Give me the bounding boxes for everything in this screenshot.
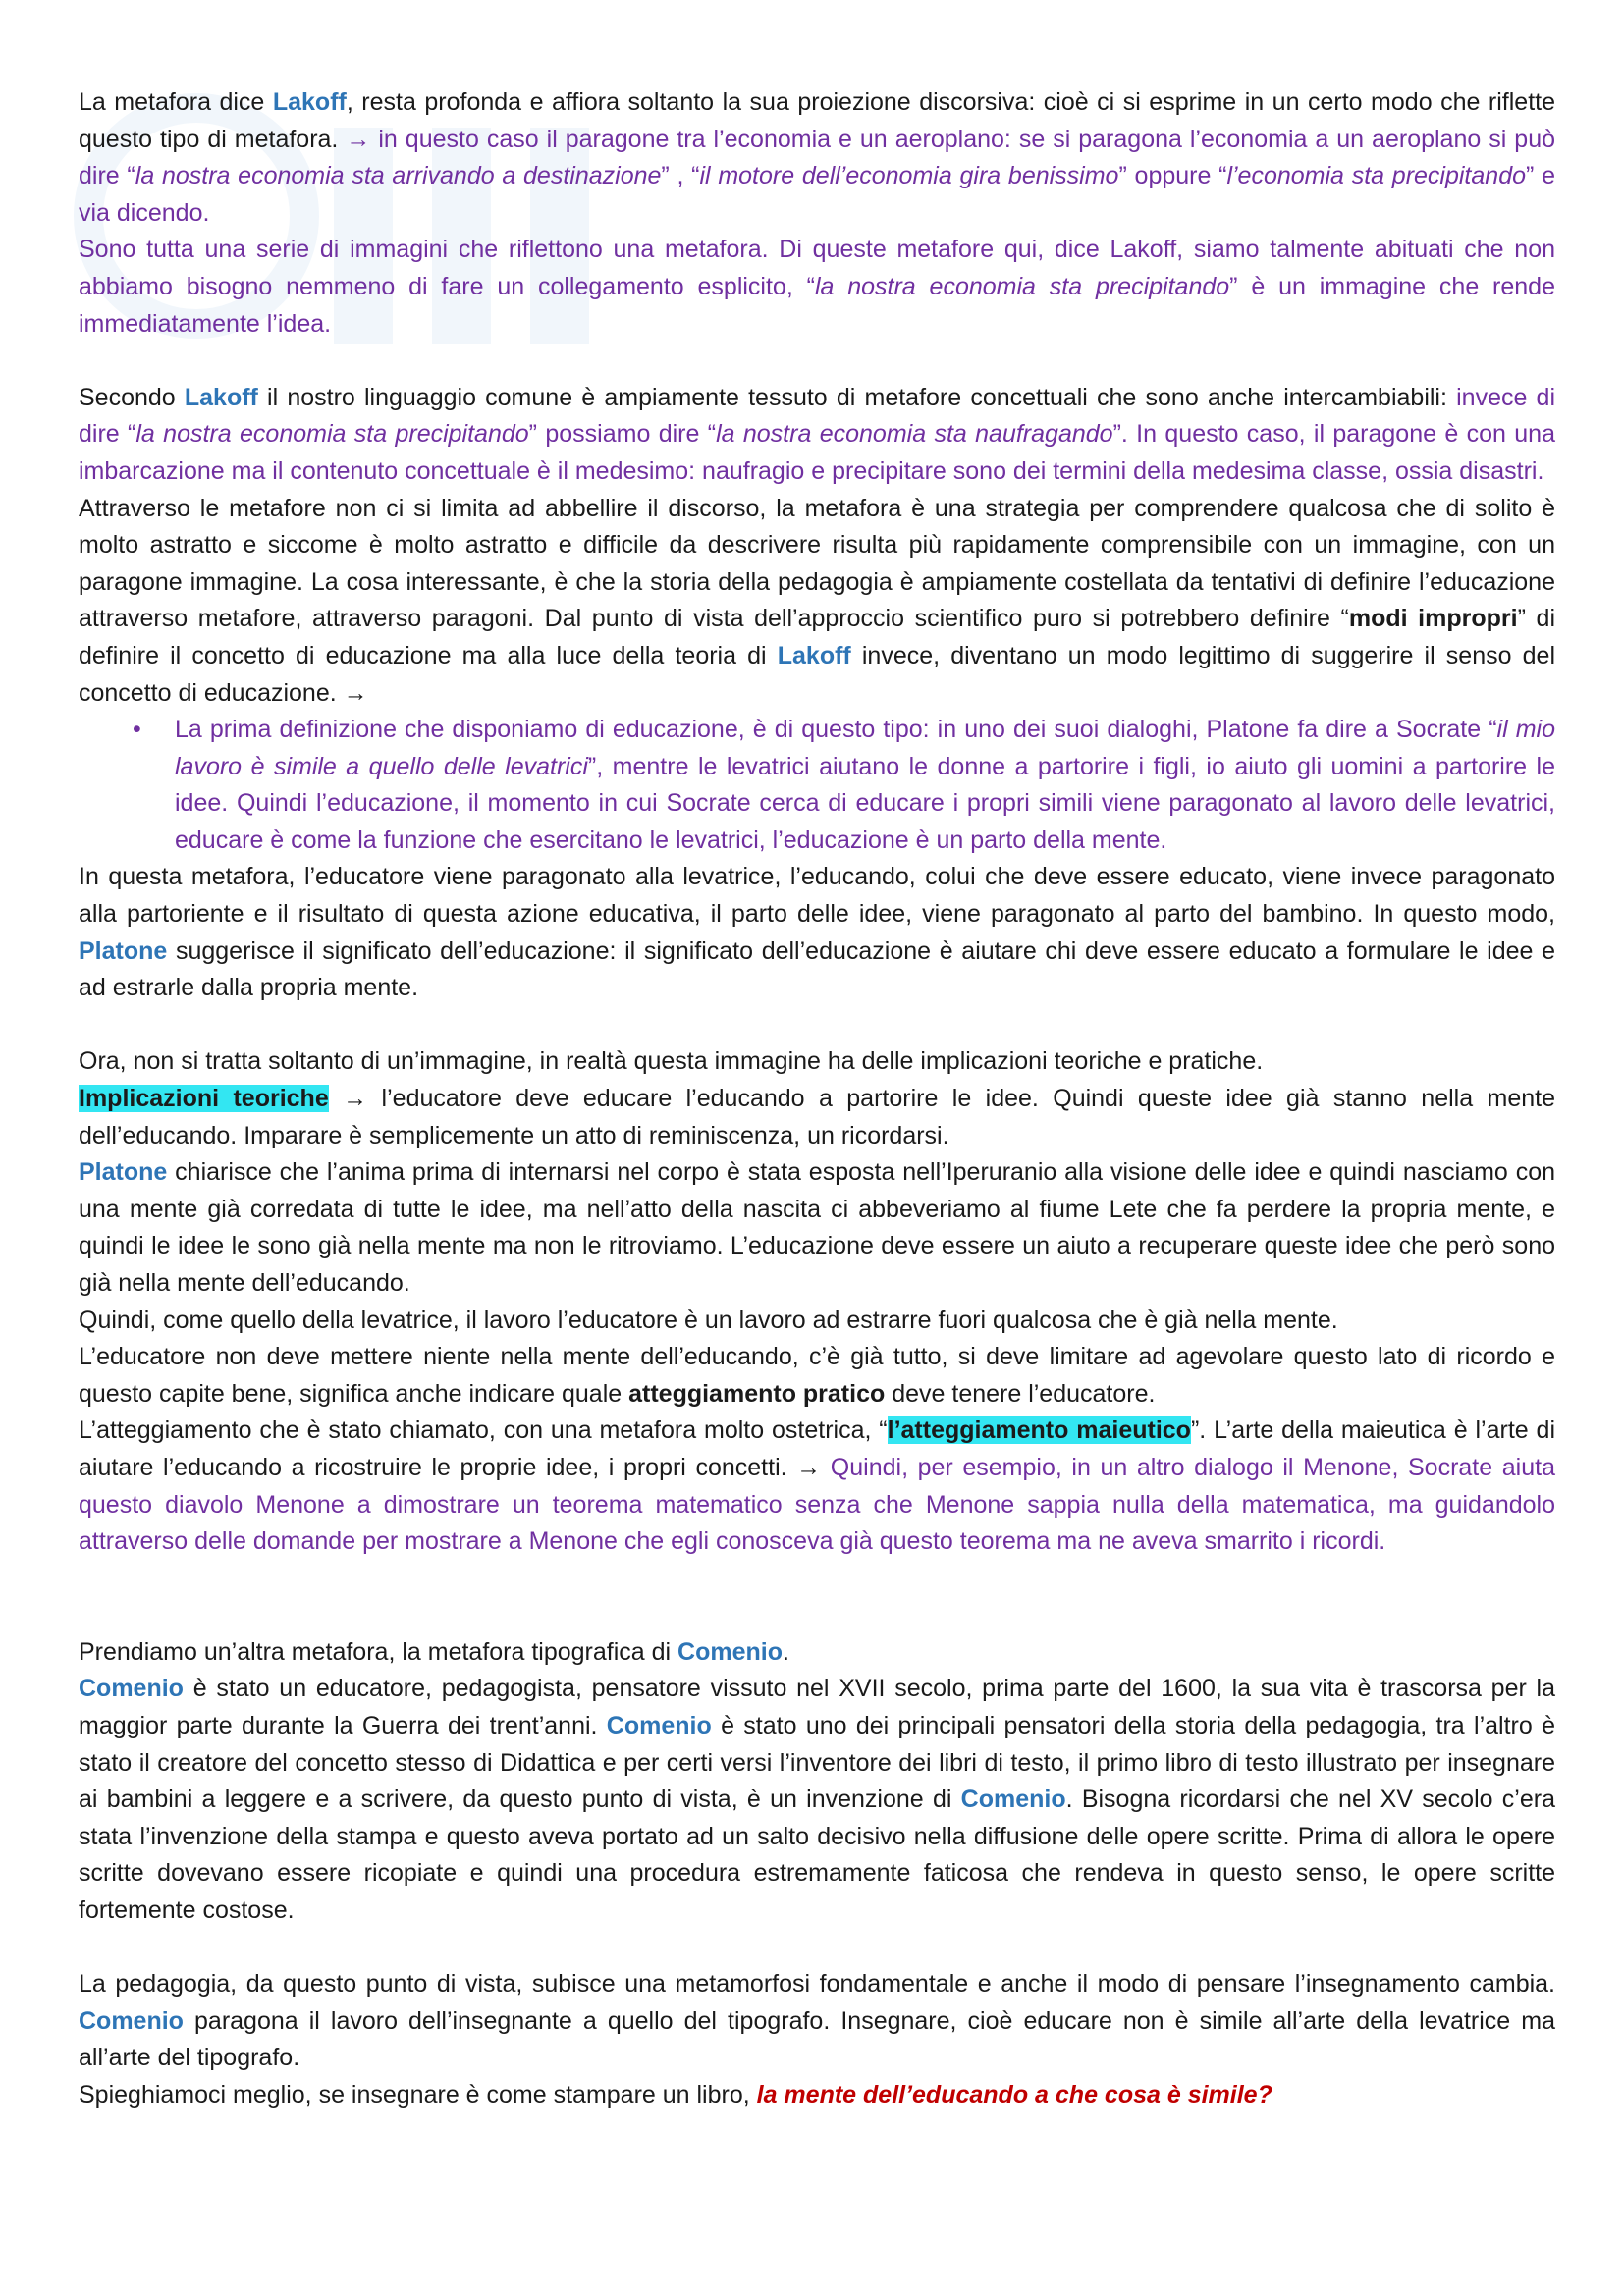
name-platone: Platone: [79, 1158, 168, 1187]
name-platone: Platone: [79, 936, 168, 965]
highlight-implicazioni-teoriche: Implicazioni teoriche: [79, 1085, 329, 1113]
paragraph-5: In questa metafora, l’educatore viene paragonato alla levatrice, l’educando, colui che deve essere educato, viene invece paragonato alla partoriente e il risultato di questa azione educativa, il parto delle idee, viene paragonato al parto del bambino. In questo modo, Platone suggerisce il significato dell’educazione: il significato dell’educazione è aiutare chi deve essere educato a formulare le idee e ad estrarle dalla propria mente.: [79, 863, 1555, 1002]
paragraph-11: L’atteggiamento che è stato chiamato, con una metafora molto ostetrica, “l’atteggiamento maieutico”. L’arte della maieutica è l’arte di aiutare l’educando a ricostruire le proprie idee, i propri concetti. → Quindi, per esempio, in un altro dialogo il Menone, Socrate aiuta questo diavolo Menone a dimostrare un teorema matematico senza che Menone sappia nulla della matematica, ma guidandolo attraverso delle domande per mostrare a Menone che egli conosceva già questo teorema ma ne aveva smarrito i ricordi.: [79, 1416, 1556, 1556]
name-comenio: Comenio: [677, 1637, 783, 1666]
highlight-atteggiamento-maieutico: l’atteggiamento maieutico: [887, 1416, 1191, 1445]
paragraph-10: L’educatore non deve mettere niente nella mente dell’educando, c’è già tutto, si deve limitare ad agevolare questo lato di ricordo e questo capite bene, significa anche indicare quale atteggiamento pratico deve tenere l’educatore.: [79, 1343, 1555, 1408]
document-page: [79, 84, 1555, 2113]
bullet-list: [79, 712, 1555, 859]
paragraph-14: La pedagogia, da questo punto di vista, subisce una metamorfosi fondamentale e anche il modo di pensare l’insegnamento cambia. Comenio paragona il lavoro dell’insegnante a quello del tipografo. Insegnare, cioè educare non è simile all’arte della levatrice ma all’arte del tipografo.: [79, 1970, 1555, 2072]
name-comenio: Comenio: [960, 1786, 1066, 1814]
list-item: • La prima definizione che disponiamo di educazione, è di questo tipo: in uno dei suoi dialoghi, Platone fa dire a Socrate “il mio lavoro è simile a quello delle levatrici”, mentre le levatrici aiutano le donne a partorire i figli, io aiuto gli uomini a partorire le idee. Quindi l’educazione, il momento in cui Socrate cerca di educare i propri simili viene paragonato al lavoro delle levatrici, educare è come la funzione che esercitano le levatrici, l’educazione è un parto della mente.: [175, 712, 1555, 859]
name-lakoff: Lakoff: [184, 383, 258, 411]
paragraph-12: Prendiamo un’altra metafora, la metafora tipografica di Comenio.: [79, 1637, 789, 1666]
paragraph-15: Spieghiamoci meglio, se insegnare è come stampare un libro, la mente dell’educando a che cosa è simile?: [79, 2080, 1272, 2109]
paragraph-1: La metafora dice Lakoff, resta profonda e affiora soltanto la sua proiezione discorsiva: cioè ci si esprime in un certo modo che riflette questo tipo di metafora. → in questo caso il paragone tra l’economia e un aeroplano: se si paragona l’economia a un aeroplano si può dire “la nostra economia sta arrivando a destinazione” , “il motore dell’economia gira benissimo” oppure “l’economia sta precipitando” e via dicendo.: [79, 88, 1555, 227]
paragraph-3: Secondo Lakoff il nostro linguaggio comune è ampiamente tessuto di metafore concettuali che sono anche intercambiabili: invece di dire “la nostra economia sta precipitando” possiamo dire “la nostra economia sta naufragando”. In questo caso, il paragone è con una imbarcazione ma il contenuto concettuale è il medesimo: naufragio e precipitare sono dei termini della medesima classe, ossia disastri.: [79, 383, 1556, 485]
name-comenio: Comenio: [606, 1711, 712, 1739]
paragraph-7: Implicazioni teoriche → l’educatore deve educare l’educando a partorire le idee. Quindi queste idee già stanno nella mente dell’educando. Imparare è semplicemente un atto di reminiscenza, un ricordarsi.: [79, 1085, 1555, 1149]
name-lakoff: Lakoff: [272, 88, 347, 116]
closing-question: la mente dell’educando a che cosa è simile?: [756, 2080, 1272, 2109]
paragraph-9: Quindi, come quello della levatrice, il lavoro l’educatore è un lavoro ad estrarre fuori qualcosa che è già nella mente.: [79, 1306, 1338, 1334]
name-lakoff: Lakoff: [777, 641, 851, 669]
name-comenio: Comenio: [79, 2006, 184, 2035]
paragraph-6: Ora, non si tratta soltanto di un’immagine, in realtà questa immagine ha delle implicazioni teoriche e pratiche.: [79, 1047, 1264, 1076]
paragraph-2: Sono tutta una serie di immagini che riflettono una metafora. Di queste metafore qui, dice Lakoff, siamo talmente abituati che non abbiamo bisogno nemmeno di fare un collegamento esplicito, “la nostra economia sta precipitando” è un immagine che rende immediatamente l’idea.: [79, 236, 1555, 338]
paragraph-8: Platone chiarisce che l’anima prima di internarsi nel corpo è stata esposta nell’Iperuranio alla visione delle idee e quindi nasciamo con una mente già corredata di tutte le idee, ma nell’atto della nascita ci abbeveriamo al fiume Lete che fa perdere la propria mente, e quindi le idee le sono già nella mente ma non le ritroviamo. L’educazione deve essere un aiuto a recuperare queste idee che però sono già nella mente dell’educando.: [79, 1158, 1555, 1297]
name-comenio: Comenio: [79, 1675, 184, 1703]
paragraph-4: Attraverso le metafore non ci si limita ad abbellire il discorso, la metafora è una strategia per comprendere qualcosa che di solito è molto astratto e siccome è molto astratto e difficile da descrivere risulta più rapidamente comprensibile con un immagine, con un paragone immagine. La cosa interessante, è che la storia della pedagogia è ampiamente costellata da tentativi di definire l’educazione attraverso metafore, attraverso paragoni. Dal punto di vista dell’approccio scientifico puro si potrebbero definire “modi impropri” di definire il concetto di educazione ma alla luce della teoria di Lakoff invece, diventano un modo legittimo di suggerire il senso del concetto di educazione. →: [79, 494, 1556, 707]
paragraph-13: Comenio è stato un educatore, pedagogista, pensatore vissuto nel XVII secolo, prima parte del 1600, la sua vita è trascorsa per la maggior parte durante la Guerra dei trent’anni. Comenio è stato uno dei principali pensatori della storia della pedagogia, tra l’altro è stato il creatore del concetto stesso di Didattica e per certi versi l’inventore dei libri di testo, il primo libro di testo illustrato per insegnare ai bambini a leggere e a scrivere, da questo punto di vista, è un invenzione di Comenio. Bisogna ricordarsi che nel XV secolo c’era stata l’invenzione della stampa e questo aveva portato ad un salto decisivo nella diffusione delle opere scritte. Prima di allora le opere scritte dovevano essere ricopiate e quindi una procedura estremamente faticosa che rendeva in questo senso, le opere scritte fortemente costose.: [79, 1675, 1555, 1924]
